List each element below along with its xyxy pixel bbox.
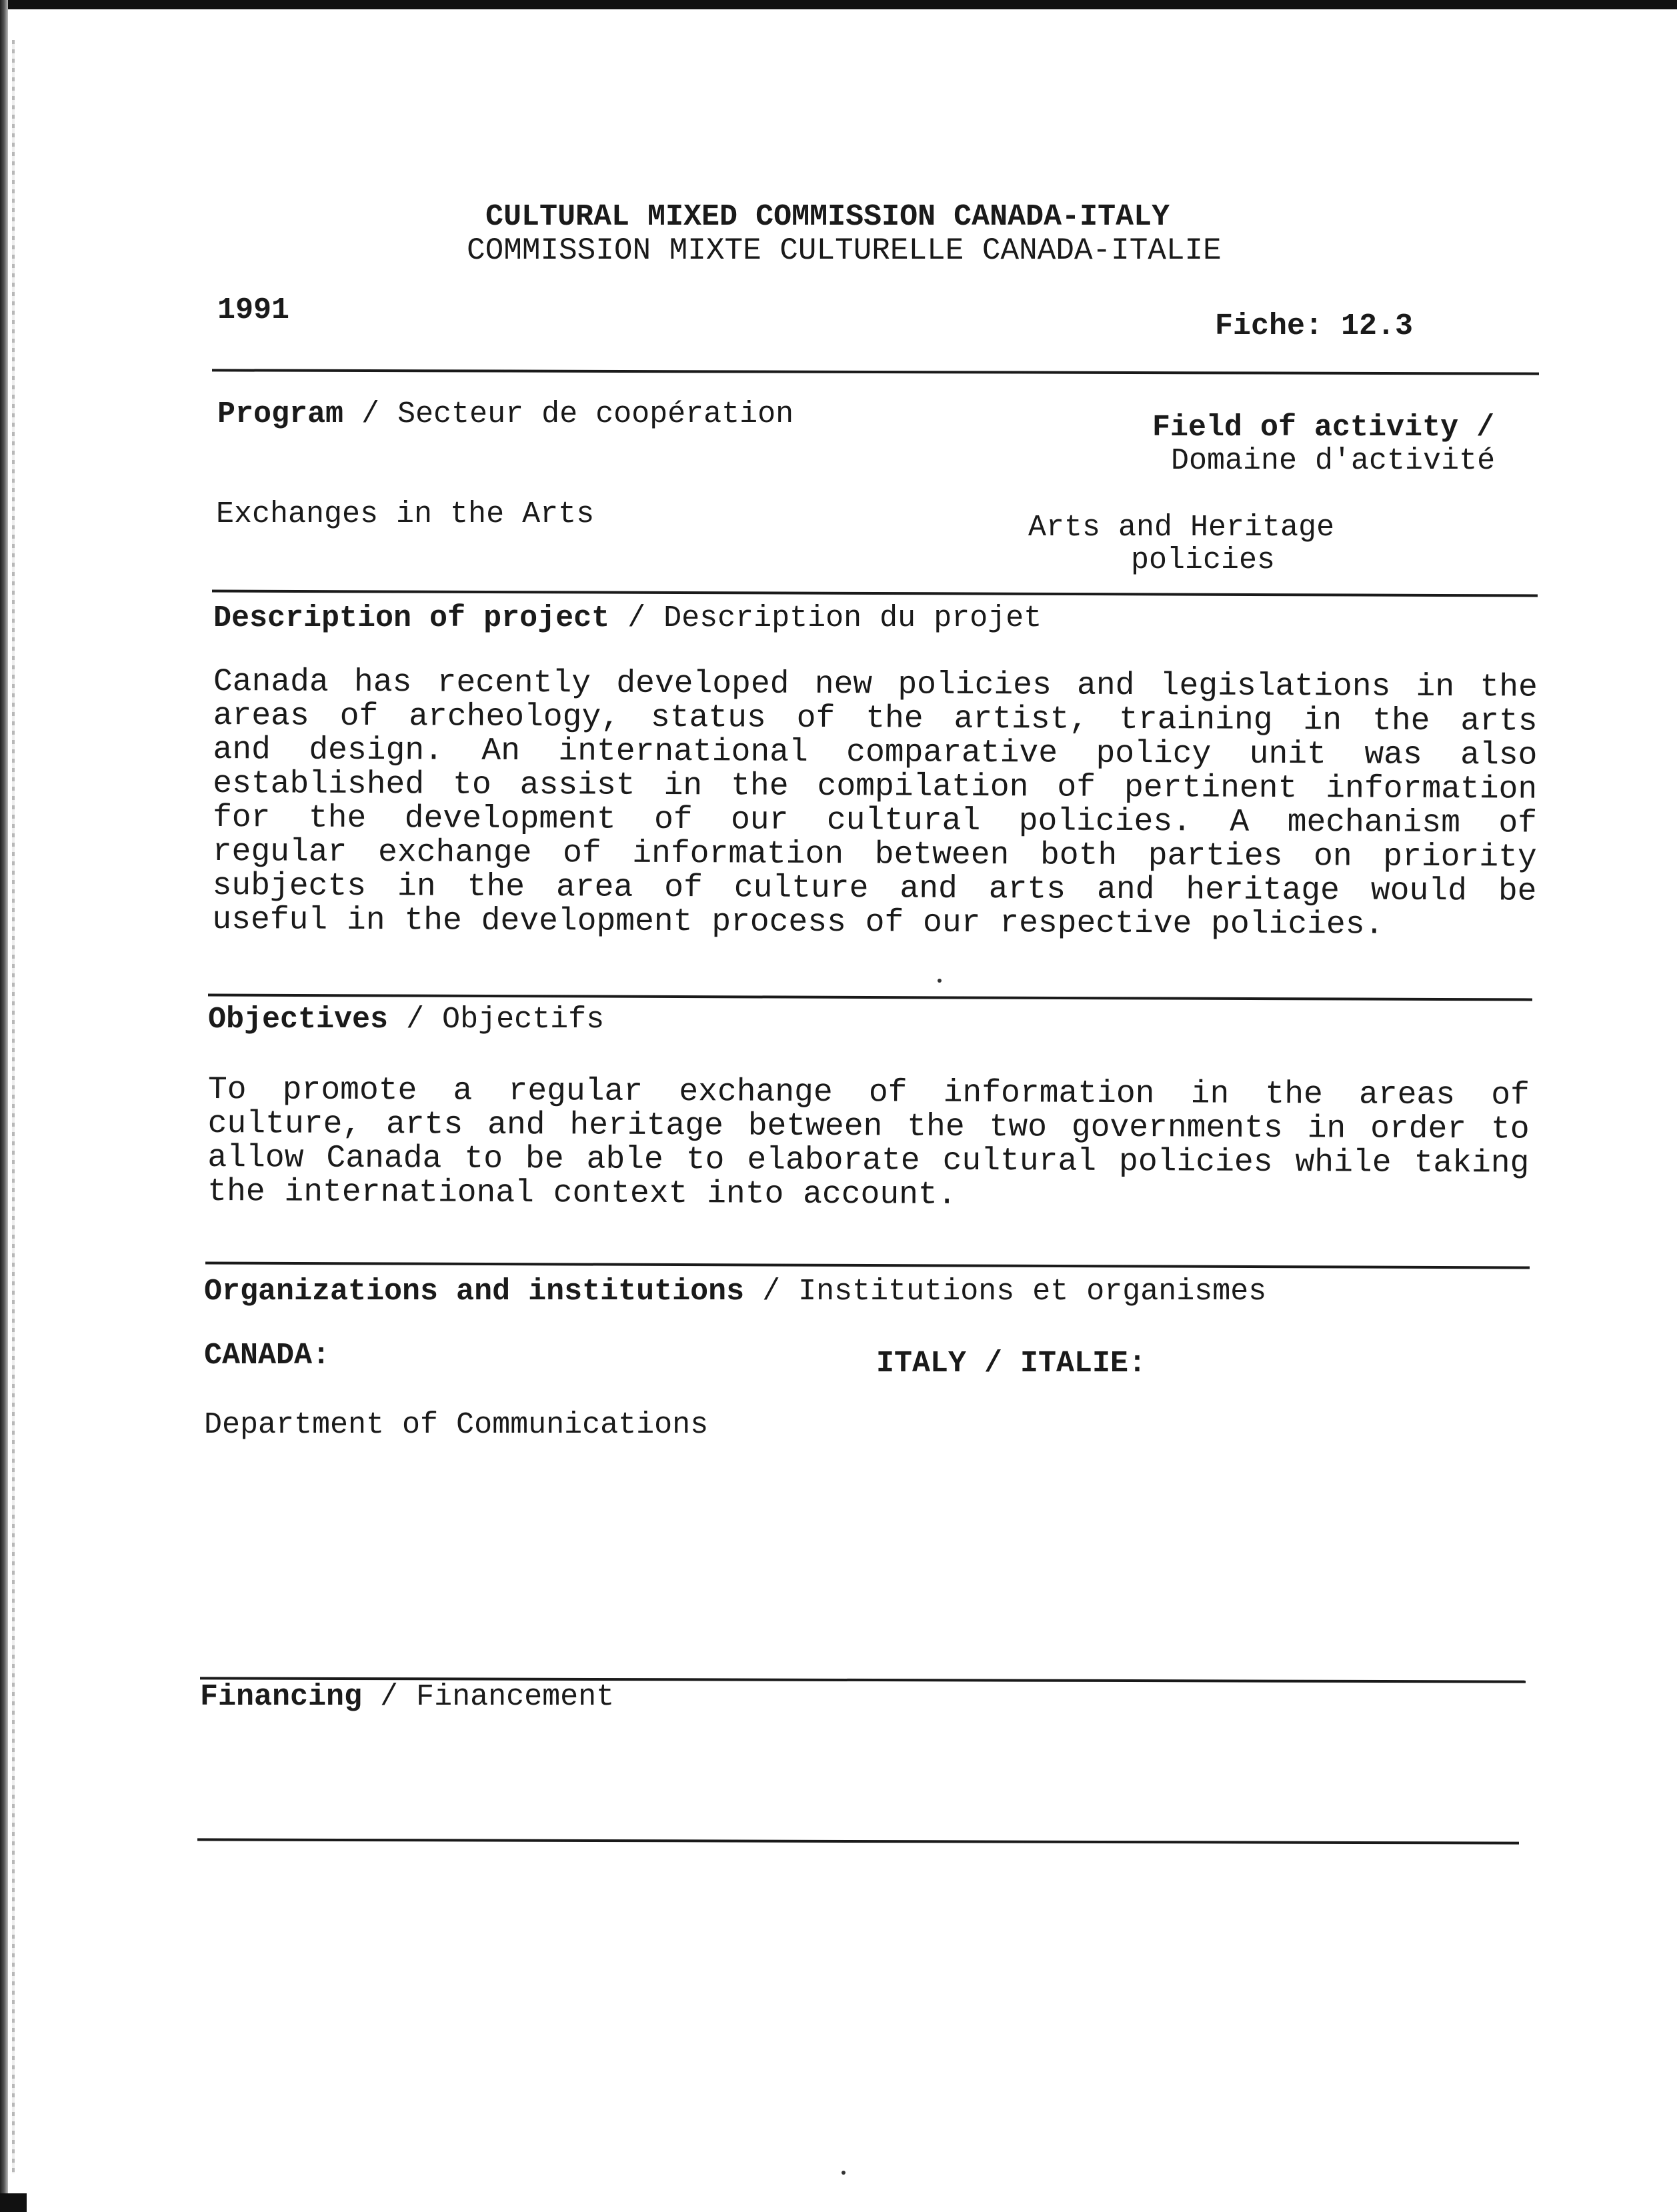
description-line: established to assist in the compilation of pertinent information xyxy=(213,765,1538,808)
scan-bottom-corner xyxy=(0,2193,27,2212)
rule-header xyxy=(212,369,1539,375)
financing-label-rest: / Financement xyxy=(362,1680,615,1714)
year: 1991 xyxy=(217,293,290,327)
italy-label: ITALY / ITALIE: xyxy=(876,1347,1147,1381)
description-heading xyxy=(213,601,1042,636)
objectives-line: allow Canada to be able to elaborate cultural policies while taking xyxy=(207,1139,1530,1182)
field-of-activity-value-line2: policies xyxy=(1131,543,1276,577)
program-label xyxy=(217,397,793,432)
objectives-paragraph xyxy=(207,1073,1530,1215)
organizations-label-rest: / Institutions et organismes xyxy=(744,1275,1267,1309)
scan-speck xyxy=(842,2171,846,2175)
rule-organizations xyxy=(205,1262,1530,1269)
program-label-rest: / Secteur de coopération xyxy=(343,397,794,431)
description-line: subjects in the area of culture and arts and heritage would be xyxy=(212,867,1537,910)
field-of-activity-label-fr: Domaine d'activité xyxy=(1171,444,1496,478)
objectives-heading xyxy=(208,1003,604,1037)
scan-top-border xyxy=(0,0,1677,9)
objectives-label-bold: Objectives xyxy=(208,1003,389,1037)
scan-speck xyxy=(938,979,942,983)
objectives-label-rest: / Objectifs xyxy=(388,1003,605,1037)
field-of-activity-label: Field of activity / xyxy=(1152,411,1495,445)
objectives-line: culture, arts and heritage between the two governments in order to xyxy=(207,1105,1530,1148)
canada-label: CANADA: xyxy=(204,1339,331,1373)
description-line: and design. An international comparative policy unit was also xyxy=(213,731,1538,774)
objectives-line: the international context into account. xyxy=(207,1173,957,1213)
description-line: for the development of our cultural policies. A mechanism of xyxy=(212,799,1538,842)
objectives-line: To promote a regular exchange of information in the areas of xyxy=(207,1072,1530,1114)
description-paragraph xyxy=(212,665,1538,943)
organizations-label-bold: Organizations and institutions xyxy=(204,1275,745,1309)
financing-heading xyxy=(200,1680,614,1715)
fiche-number: Fiche: 12.3 xyxy=(1215,309,1414,343)
description-line: useful in the development process of our respective policies. xyxy=(212,901,1384,943)
program-value: Exchanges in the Arts xyxy=(216,497,595,531)
description-label-rest: / Description du projet xyxy=(609,601,1042,635)
scan-left-edge-artifact xyxy=(12,40,15,2173)
title-english: CULTURAL MIXED COMMISSION CANADA-ITALY xyxy=(485,200,1170,234)
title-french: COMMISSION MIXTE CULTURELLE CANADA-ITALIE xyxy=(467,233,1222,268)
description-line: Canada has recently developed new policies and legislations in the xyxy=(213,664,1538,706)
field-of-activity-value-line1: Arts and Heritage xyxy=(1028,511,1335,545)
rule-description xyxy=(212,590,1538,597)
description-line: areas of archeology, status of the artist, training in the arts xyxy=(213,697,1538,740)
organizations-heading xyxy=(204,1275,1266,1309)
rule-bottom xyxy=(197,1838,1519,1844)
program-label-bold: Program xyxy=(217,397,344,431)
rule-objectives xyxy=(208,994,1532,1001)
financing-label-bold: Financing xyxy=(200,1680,363,1714)
scan-left-border xyxy=(0,0,8,2212)
canada-institution: Department of Communications xyxy=(204,1408,709,1442)
description-label-bold: Description of project xyxy=(213,601,610,635)
description-line: regular exchange of information between both parties on priority xyxy=(212,833,1537,876)
